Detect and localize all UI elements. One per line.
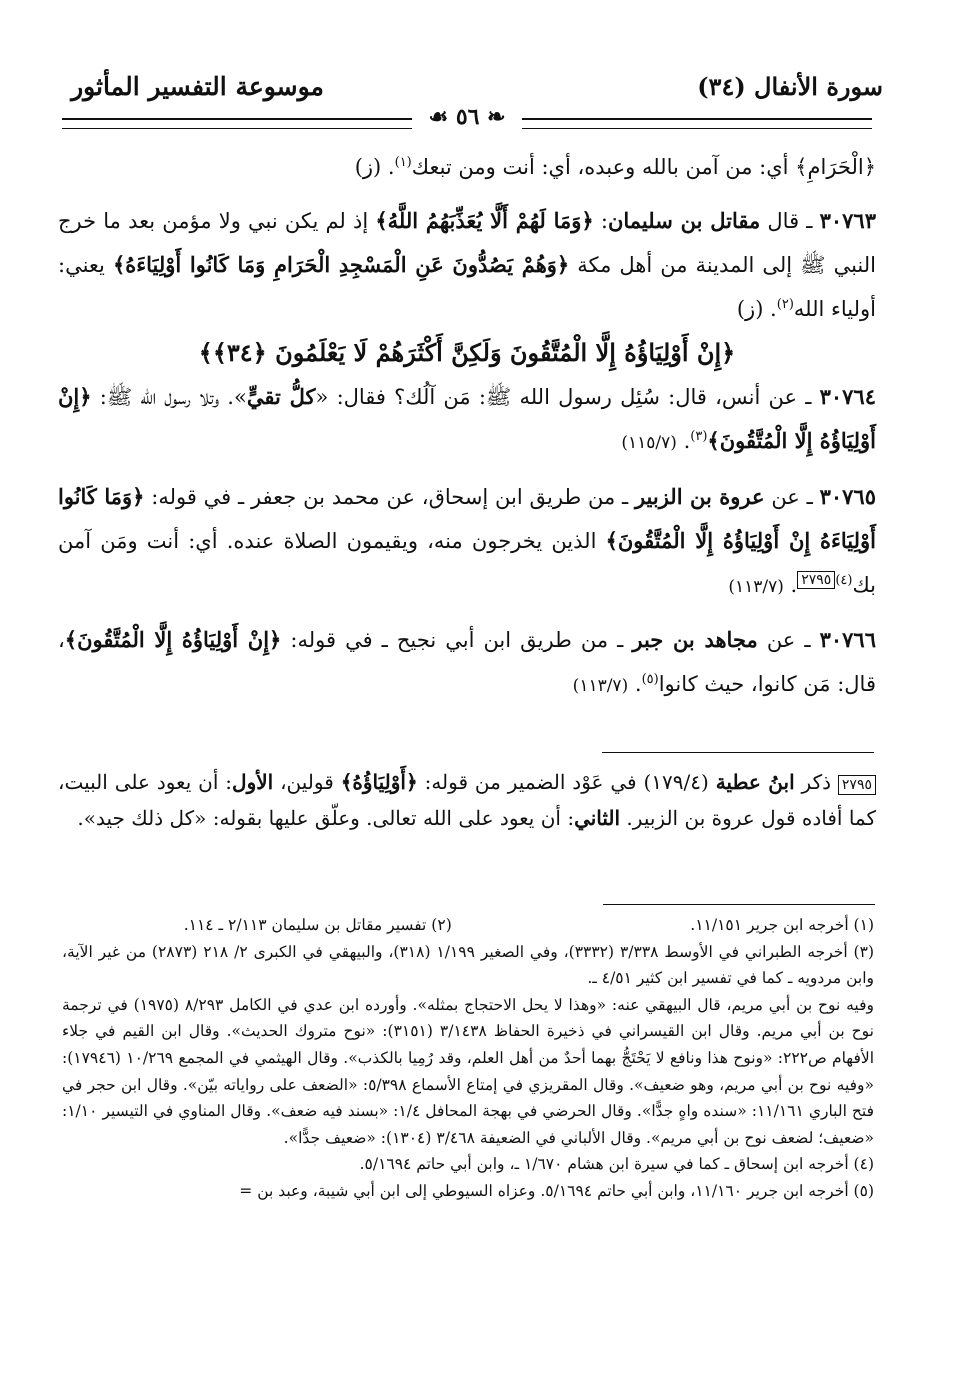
text: ـ قال bbox=[760, 208, 820, 233]
quran-quote: ﴿وَهُمْ يَصُدُّونَ عَنِ الْمَسْجِدِ الْحَرَامِ وَمَا كَانُوا أَوْلِيَاءَهُ﴾ bbox=[112, 252, 570, 277]
footnote-ref: (٤) bbox=[835, 572, 853, 588]
entry-30766 bbox=[58, 618, 876, 708]
quran-quote: ﴿وَمَا لَهُمْ أَلَّا يُعَذِّبَهُمُ اللَّهُ﴾ bbox=[375, 207, 594, 233]
footnote-1: (١) أخرجه ابن جرير ١١/١٥١. bbox=[690, 916, 874, 934]
quran-quote: ﴿أَوْلِيَاؤُهُ﴾ bbox=[340, 770, 418, 794]
hadith-text: كلُّ تقيٍّ bbox=[246, 383, 316, 409]
page-number bbox=[412, 104, 522, 130]
volume-reference: (١١٣/٧) bbox=[728, 576, 784, 597]
header-rule-right bbox=[522, 118, 872, 129]
text: : bbox=[593, 208, 608, 233]
commentary-paragraph bbox=[58, 764, 876, 836]
entry-30764 bbox=[58, 375, 876, 466]
text: ـ من طريق ابن إسحاق، عن محمد بن جعفر ـ في قوله: bbox=[144, 484, 635, 509]
text: ». وتلا رسول الله ﷺ: bbox=[91, 384, 247, 409]
second-label: الثاني bbox=[574, 806, 621, 830]
entry-30763 bbox=[58, 199, 876, 332]
text: ـ عن bbox=[757, 628, 820, 652]
text: يعني: أولياء الله bbox=[58, 253, 876, 321]
narrator-name: مجاهد بن جبر bbox=[632, 627, 758, 652]
entry-number: ٣٠٧٦٤ bbox=[819, 383, 876, 409]
entry-number: ٣٠٧٦٣ bbox=[819, 207, 876, 233]
text: ذكر bbox=[794, 770, 838, 794]
footnotes bbox=[62, 912, 874, 1205]
ornament-icon: ❧ bbox=[479, 104, 506, 130]
paragraph-continuation bbox=[58, 146, 876, 190]
text: . bbox=[676, 429, 691, 453]
footnote-separator bbox=[603, 904, 875, 905]
text: : أن يعود على الله تعالى. bbox=[359, 806, 575, 830]
ornament-icon: ☙ bbox=[428, 104, 456, 130]
text: الذين يخرجون منه، ويقيمون الصلاة عنده. أي: أنت ومَن آمن بك bbox=[58, 529, 876, 597]
footnote-row bbox=[62, 912, 874, 939]
entry-number: ٣٠٧٦٦ bbox=[819, 627, 876, 652]
volume-reference: (١١٥/٧) bbox=[621, 433, 677, 453]
text: (١٧٩/٤) في عَوْد الضمير من قوله: bbox=[417, 770, 716, 794]
quran-quote: ﴿وَمَا كَانُوا أَوْلِيَاءَهُ إِنْ أَوْلِيَاؤُهُ إِلَّا الْمُتَّقُونَ﴾ bbox=[58, 483, 876, 553]
entry-number: ٣٠٧٦٥ bbox=[819, 483, 876, 509]
footnote-2: (٢) تفسير مقاتل بن سليمان ٢/١١٣ ـ ١١٤. bbox=[183, 916, 452, 934]
text: ـ عن bbox=[764, 484, 820, 509]
text: . bbox=[628, 671, 642, 696]
footnote-ref: (٣) bbox=[690, 429, 708, 444]
text: ـ عن أنس، قال: سُئِل رسول الله ﷺ: مَن آلُك؟ فقال: « bbox=[315, 384, 820, 409]
commentary-ref-box: ٢٧٩٥ bbox=[797, 571, 835, 589]
series-title: موسوعة التفسير المأثور bbox=[71, 72, 324, 101]
page-number-value: ٥٦ bbox=[455, 104, 480, 130]
surah-title: سورة الأنفال (٣٤) bbox=[697, 72, 883, 101]
text: . (ز) bbox=[736, 296, 777, 321]
volume-reference: (١١٣/٧) bbox=[572, 675, 629, 696]
commentary bbox=[58, 764, 876, 836]
narrator-name: مقاتل بن سليمان bbox=[607, 207, 761, 233]
commentary-box: ٢٧٩٥ bbox=[838, 775, 876, 795]
footnote-3: (٣) أخرجه الطبراني في الأوسط ٣/٣٣٨ (٣٣٣٢)، وفي الصغير ١/١٩٩ (٣١٨)، والبيهقي في الكبرى ٢/ ٢١٨ (٢٨٧٣) من غير الآية، وابن مردويه ـ كما في تفسير ابن كثير ٤/٥١ ـ. bbox=[62, 942, 874, 988]
text: إذ لم يكن نبي ولا مؤمن بعد ما خرج النبي ﷺ إلى المدينة من أهل مكة bbox=[58, 208, 876, 277]
text: وعلّق عليها بقوله: «كل ذلك جيد». bbox=[77, 806, 360, 830]
text: قولين، bbox=[273, 770, 341, 794]
commentary-separator bbox=[602, 752, 874, 753]
text: ـ من طريق ابن أبي نجيح ـ في قوله: bbox=[281, 628, 633, 652]
footnote-ref: (٢) bbox=[776, 296, 794, 312]
verse-heading: ﴿إِنْ أَوْلِيَاؤُهُ إِلَّا الْمُتَّقُونَ وَلَكِنَّ أَكْثَرَهُمْ لَا يَعْلَمُونَ ﴿٣٤﴾﴾ bbox=[198, 338, 736, 367]
header-rule-left bbox=[62, 118, 412, 129]
first-label: الأول bbox=[232, 770, 274, 794]
footnote-ref: (٥) bbox=[641, 671, 659, 687]
narrator-name: عروة بن الزبير bbox=[634, 483, 765, 509]
footnote-3-continued: وفيه نوح بن أبي مريم، قال البيهقي عنه: «وهذا لا يحل الاحتجاج بمثله». وأورده ابن عدي في الكامل ٨/٢٩٣ (١٩٧٥) في ترجمة نوح بن أبي مريم. وقال ابن القيسراني في ذخيرة الحفاظ ٣/١٤٣٨ (٣١٥١): «نوح متروك الحديث». وقال ابن القيم في جلاء الأفهام ص٢٢٢: «ونوح هذا ونافع لا يَحْتَجُّ بهما أحدٌ من أهل العلم، وقد رُمِيا بالكذب». وقال الهيثمي في المجمع ١٠/٢٦٩ (١٧٩٤٦): «وفيه نوح بن أبي مريم، وهو ضعيف». وقال المقريزي في إمتاع الأسماع ٥/٣٩٨: «الضعف على رواياته بيّن». وقال ابن حجر في فتح الباري ١١/١٦١: «سنده واهٍ جدًّا». وقال الحرضي في بهجة المحافل ١/٤: «بسند فيه ضعف». وقال المناوي في التيسير ١/١٠: «ضعيف؛ لضعف نوح بن أبي مريم». وقال الألباني في الضعيفة ٣/٤٦٨ (١٣٠٤): «ضعيف جدًّا». bbox=[62, 995, 875, 1147]
text: . bbox=[783, 572, 798, 597]
text: : أن يعود على البيت، كما أفاده قول عروة بن الزبير. bbox=[58, 770, 876, 830]
quran-quote: ﴿إِنْ أَوْلِيَاؤُهُ إِلَّا الْمُتَّقُونَ﴾ bbox=[58, 383, 876, 453]
footnote-4: (٤) أخرجه ابن إسحاق ـ كما في سيرة ابن هشام ١/٦٧٠ ـ، وابن أبي حاتم ٥/١٦٩٤. bbox=[359, 1155, 874, 1174]
main-text bbox=[58, 146, 876, 708]
entry-30765 bbox=[58, 475, 876, 610]
text: ﴿الْحَرَامِ﴾ أي: من آمن بالله وعبده، أي: أنت ومن تبعك bbox=[411, 155, 876, 179]
footnote-ref: (١) bbox=[394, 155, 412, 170]
scholar-name: ابنُ عطية bbox=[715, 770, 795, 794]
text: . (ز) bbox=[354, 155, 395, 179]
text: ، قال: مَن كانوا، حيث كانوا bbox=[58, 628, 876, 696]
quran-quote: ﴿إِنْ أَوْلِيَاؤُهُ إِلَّا الْمُتَّقُونَ﴾ bbox=[64, 627, 282, 652]
footnote-5: (٥) أخرجه ابن جرير ١١/١٦٠، وابن أبي حاتم ٥/١٦٩٤. وعزاه السيوطي إلى ابن أبي شيبة، وعبد بن = bbox=[239, 1181, 874, 1200]
